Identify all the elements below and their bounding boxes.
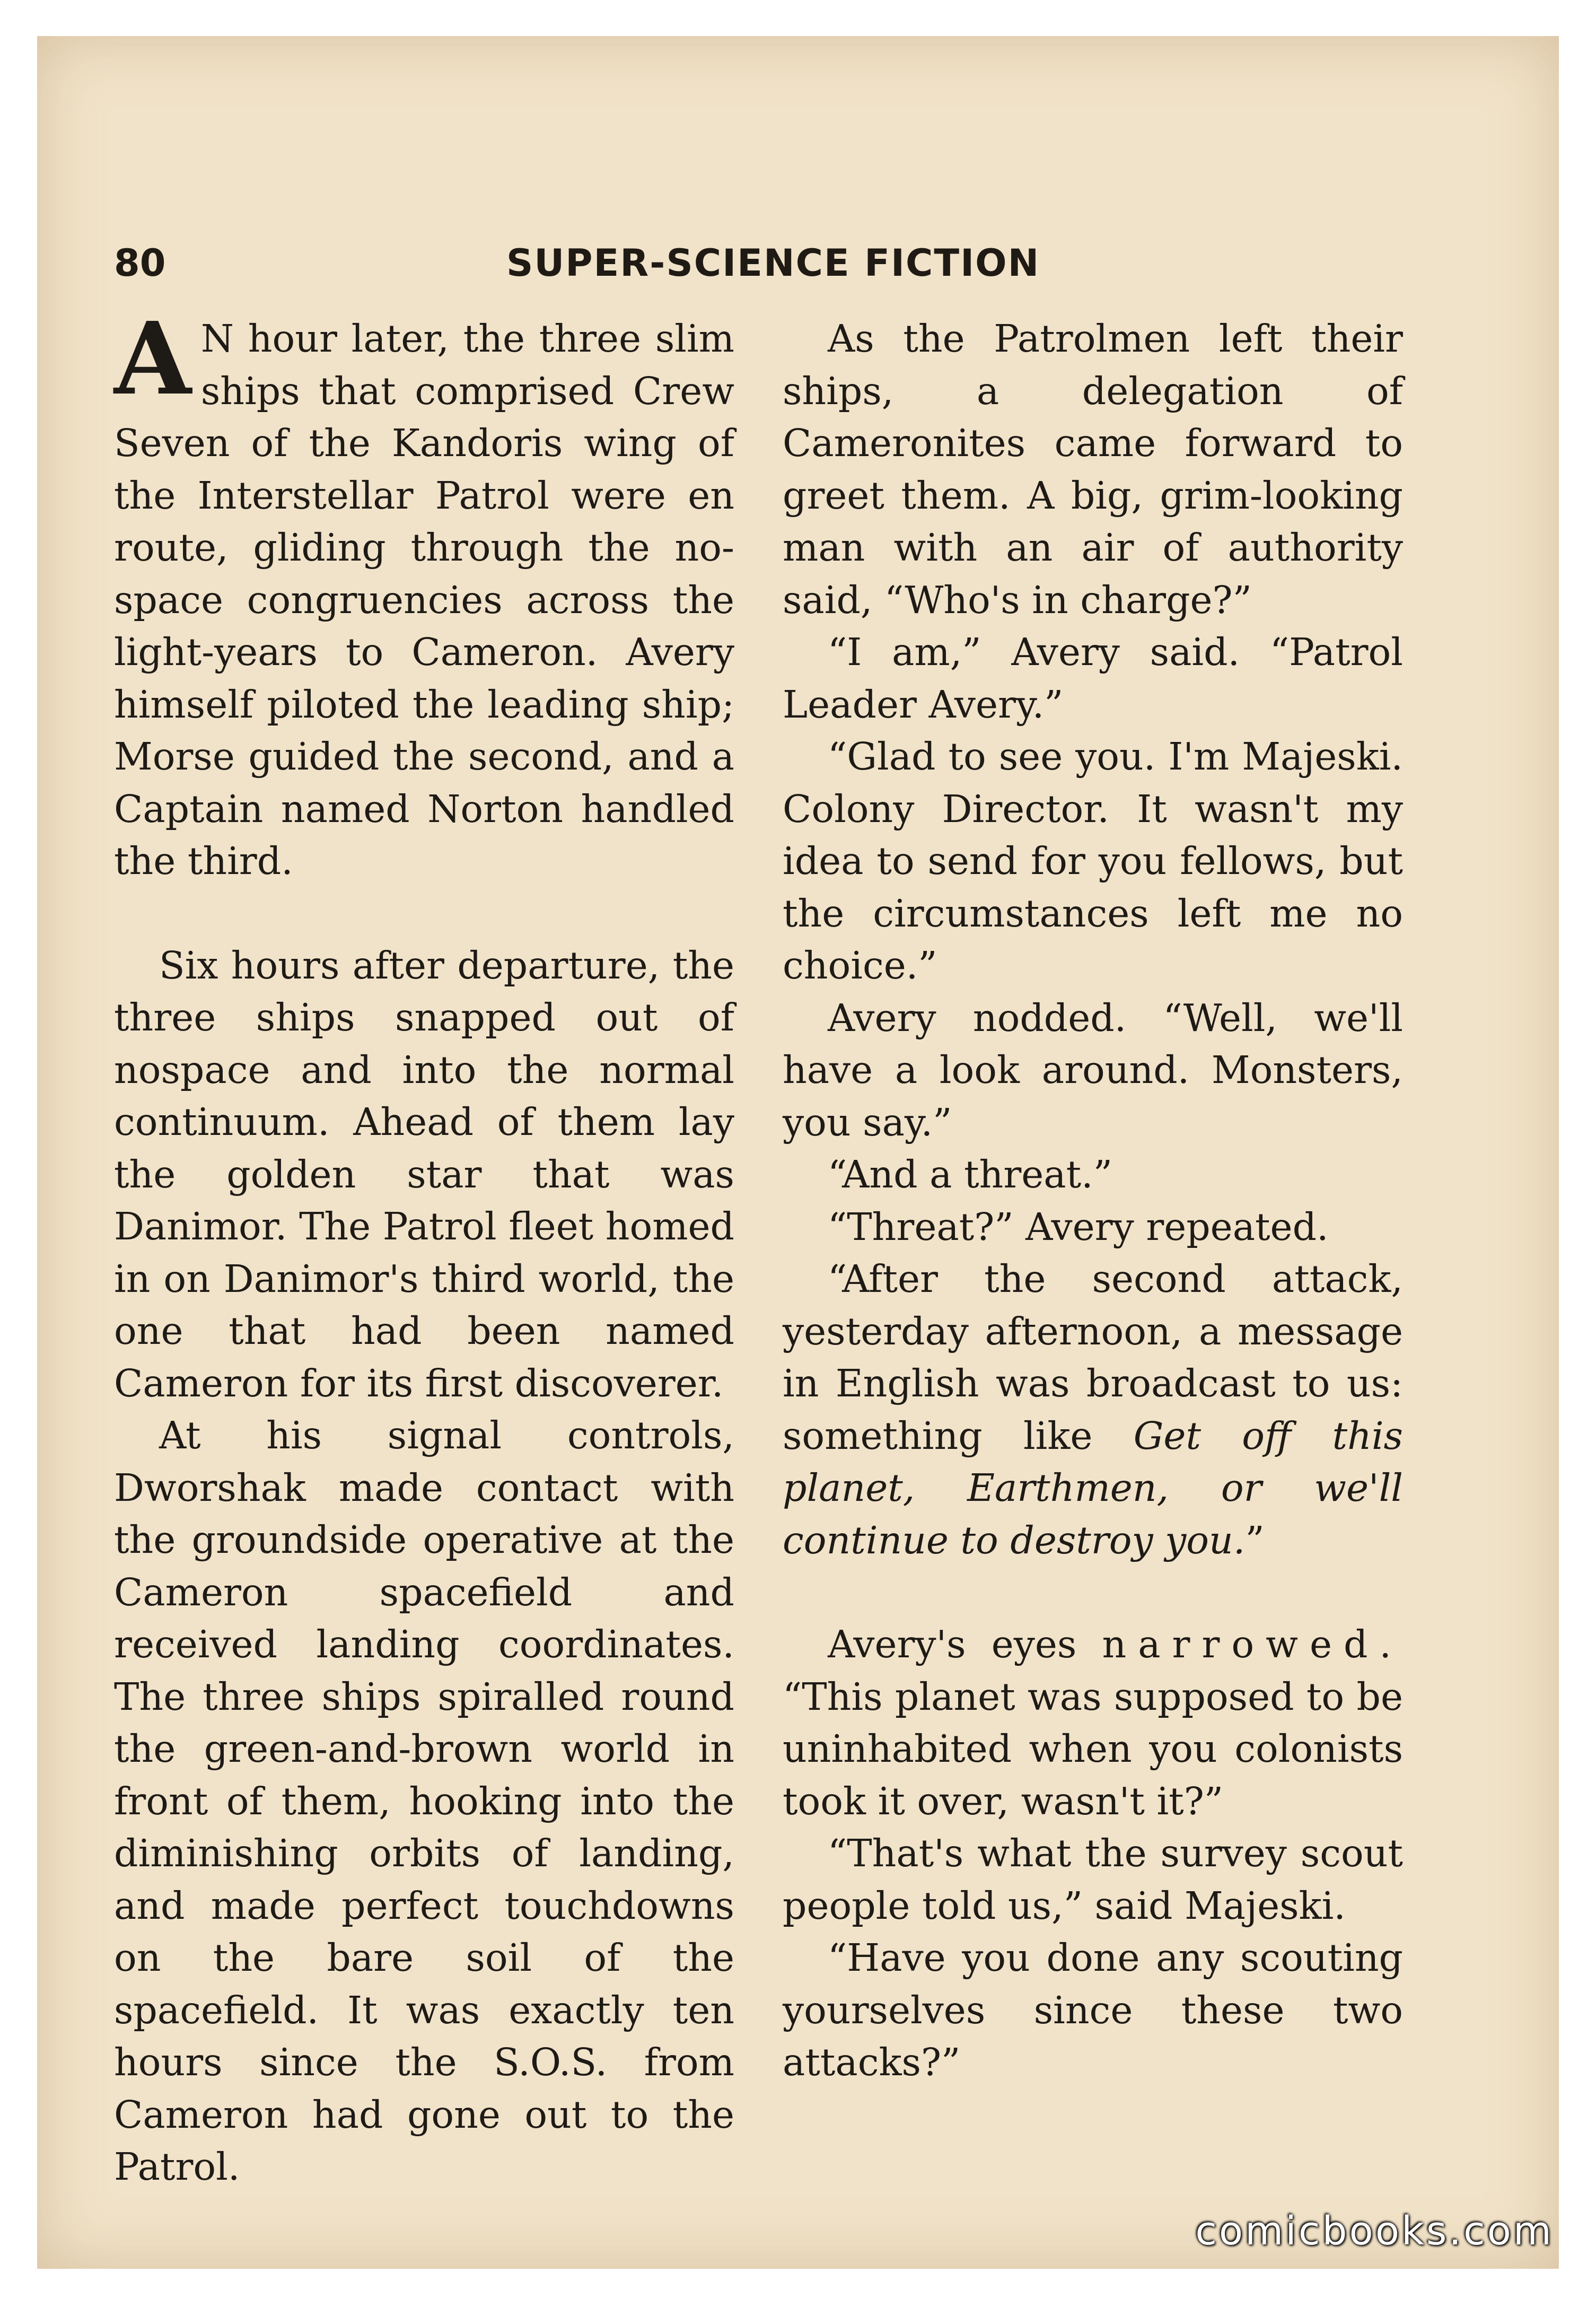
paragraph: Six hours after departure, the three ships snapped out of nospace and into the normal continuum. Ahead of them lay the golden star that was Danimor. The Patrol fleet homed in on Danimor's third world, the one that had been named Cameron for its first discoverer. bbox=[114, 943, 734, 1405]
right-column bbox=[783, 313, 1403, 2089]
paragraph bbox=[783, 1253, 1403, 1567]
paragraph-text: ” bbox=[1245, 1518, 1265, 1562]
paragraph: As the Patrolmen left their ships, a delegation of Cameronites came forward to greet them. A big, grim-looking man with an air of authority said, “Who's in charge?” bbox=[783, 317, 1403, 622]
page-header bbox=[114, 241, 1402, 294]
paragraph-text: “This planet was supposed to be uninhabited when you colonists took it over, wasn't it?” bbox=[783, 1674, 1403, 1823]
running-head: SUPER-SCIENCE FICTION bbox=[506, 241, 1040, 285]
paragraph: “That's what the survey scout people told us,” said Majeski. bbox=[783, 1831, 1403, 1928]
paragraph bbox=[114, 300, 734, 888]
paragraph-text: N hour later, the three slim ships that comprised Crew Seven of the Kandoris wing of the Interstellar Patrol were en route, gliding through the no-space congruencies across the light-years to Cameron. Avery himself piloted the leading ship; Morse guided the second, and a Captain named Norton handled the third. bbox=[114, 317, 734, 883]
paragraph: “And a threat.” bbox=[828, 1152, 1113, 1196]
paragraph: “Glad to see you. I'm Majeski. Colony Director. It wasn't my idea to send for you fellows, but the circumstances left me no choice.” bbox=[783, 735, 1403, 988]
left-column bbox=[114, 300, 734, 2194]
paragraph: At his signal controls, Dworshak made contact with the groundside operative at the Cameron spacefield and received landing coordinates. The three ships spiralled round the green-and-brown world in front of them, hooking into the diminishing orbits of landing, and made perfect touchdowns on the bare soil of the spacefield. It was exactly ten hours since the S.O.S. from Cameron had gone out to the Patrol. bbox=[114, 1413, 734, 2189]
paragraph bbox=[783, 1619, 1403, 1828]
drop-cap: A bbox=[114, 300, 191, 417]
paragraph-text: Avery's eyes bbox=[828, 1622, 1102, 1666]
paragraph: “Threat?” Avery repeated. bbox=[828, 1204, 1329, 1249]
paragraph: “I am,” Avery said. “Patrol Leader Avery.” bbox=[783, 630, 1403, 727]
watermark: comicbooks.com bbox=[1195, 2208, 1554, 2254]
paragraph: “Have you done any scouting yourselves since these two attacks?” bbox=[783, 1936, 1403, 2084]
page-number: 80 bbox=[114, 241, 166, 285]
paragraph-text: “After the second attack, yesterday afternoon, a message in English was broadcast to us: something like bbox=[783, 1257, 1403, 1458]
italic-quote: Get off this planet, Earthmen, or we'll continue to destroy you. bbox=[783, 1413, 1403, 1562]
spaced-word: narrowed. bbox=[1102, 1622, 1403, 1666]
paragraph: Avery nodded. “Well, we'll have a look around. Monsters, you say.” bbox=[783, 995, 1403, 1144]
